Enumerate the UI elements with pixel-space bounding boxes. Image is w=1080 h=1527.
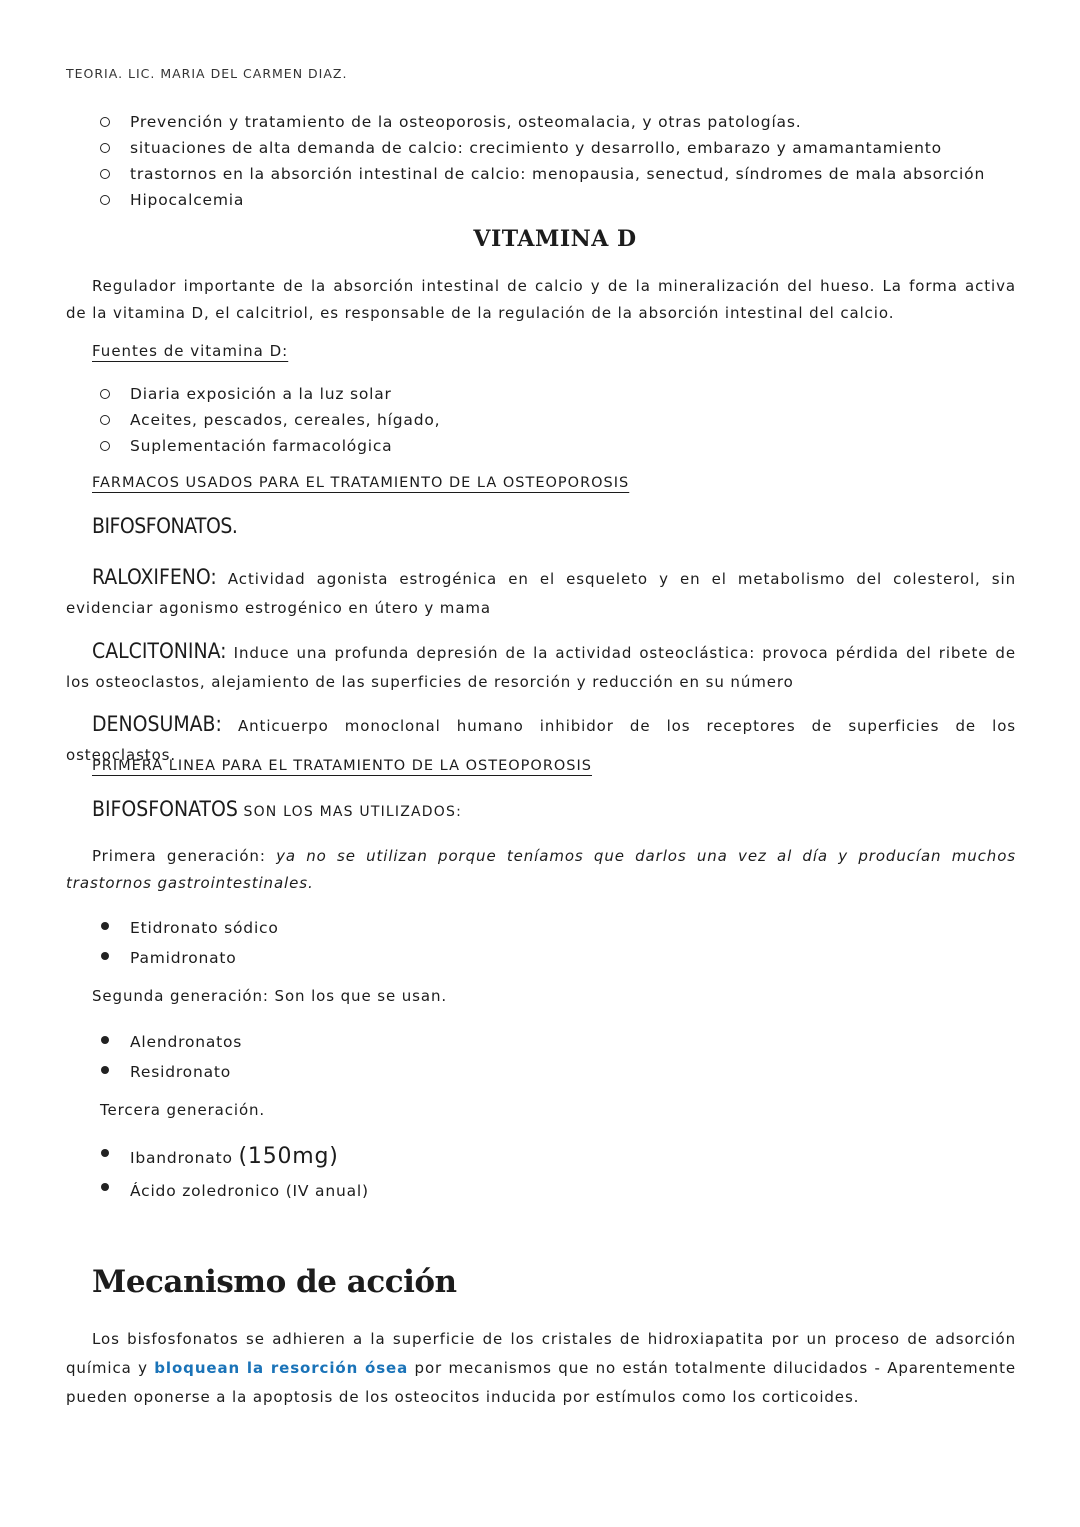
calcitonina-name: CALCITONINA: (92, 639, 227, 663)
list-item: Etidronato sódico (98, 913, 279, 943)
bifosfonatos-rest: SON LOS MAS UTILIZADOS: (243, 804, 463, 820)
raloxifeno-name: RALOXIFENO: (92, 565, 217, 589)
raloxifeno-paragraph (66, 563, 1016, 623)
gen3-item1-note: (150mg) (238, 1144, 339, 1169)
page-header: TEORIA. LIC. MARIA DEL CARMEN DIAZ. (66, 66, 348, 81)
primera-generacion-paragraph (66, 843, 1016, 897)
bifosfonatos-label: BIFOSFONATOS. (92, 514, 238, 538)
section-title-vitamina-d: VITAMINA D (473, 226, 637, 252)
denosumab-text: Anticuerpo monoclonal humano inhibidor de los receptores de superficies de los osteoclastos. (66, 717, 1016, 764)
gen1-label: Primera generación: (92, 847, 266, 865)
bifosfonatos-mas-utilizados (92, 797, 462, 821)
list-item: Residronato (98, 1057, 242, 1087)
gen1-text: ya no se utilizan porque teníamos que darlos una vez al día y producían muchos trastornos gastrointestinales. (66, 847, 1016, 892)
gen3-list (98, 1140, 369, 1208)
list-item: Prevención y tratamiento de la osteoporosis, osteomalacia, y otras patologías. (98, 109, 985, 135)
section-title-mecanismo: Mecanismo de acción (92, 1264, 457, 1300)
list-item (98, 1174, 369, 1208)
vitamina-d-paragraph: Regulador importante de la absorción intestinal de calcio y de la mineralización del hueso. La forma activa de la vitamina D, el calcitriol, es responsable de la regulación de la absorción intestinal del calcio. (66, 277, 1016, 322)
gen3-item2-note: (IV anual) (285, 1182, 369, 1200)
list-item: Diaria exposición a la luz solar (98, 381, 440, 407)
denosumab-name: DENOSUMAB: (92, 712, 222, 736)
list-item: trastornos en la absorción intestinal de calcio: menopausia, senectud, síndromes de mala absorción (98, 161, 985, 187)
primera-linea-heading: PRIMERA LINEA PARA EL TRATAMIENTO DE LA OSTEOPOROSIS (92, 758, 592, 774)
calcitonina-paragraph (66, 637, 1016, 697)
list-item: Aceites, pescados, cereales, hígado, (98, 407, 440, 433)
indications-list (98, 109, 985, 213)
bifosfonatos-name: BIFOSFONATOS (92, 797, 238, 821)
gen3-item1: Ibandronato (130, 1149, 233, 1167)
list-item: situaciones de alta demanda de calcio: crecimiento y desarrollo, embarazo y amamantamiento (98, 135, 985, 161)
list-item: Alendronatos (98, 1027, 242, 1057)
mecanismo-highlight: bloquean la resorción ósea (154, 1359, 409, 1377)
list-item: Hipocalcemia (98, 187, 985, 213)
list-item (98, 1140, 369, 1174)
gen3-label: Tercera generación. (100, 1101, 266, 1119)
mecanismo-text-before: Los bisfosfonatos se adhieren a la superficie de los cristales de hidroxiapatita por un proceso de adsorción química y (66, 1330, 1016, 1377)
farmacos-heading: FARMACOS USADOS PARA EL TRATAMIENTO DE LA OSTEOPOROSIS (92, 475, 630, 491)
mecanismo-text-after: por mecanismos que no están totalmente dilucidados - Aparentemente pueden oponerse a la apoptosis de los osteocitos inducida por estímulos como los corticoides. (66, 1359, 1017, 1406)
sources-heading: Fuentes de vitamina D: (92, 342, 289, 360)
list-item: Suplementación farmacológica (98, 433, 440, 459)
gen1-list (98, 913, 279, 973)
list-item: Pamidronato (98, 943, 279, 973)
vitamin-d-sources-list (98, 381, 440, 459)
gen2-label: Segunda generación: Son los que se usan. (92, 987, 448, 1005)
raloxifeno-text: Actividad agonista estrogénica en el esqueleto y en el metabolismo del colesterol, sin evidenciar agonismo estrogénico en útero y mama (66, 570, 1016, 617)
calcitonina-text: Induce una profunda depresión de la actividad osteoclástica: provoca pérdida del ribete de los osteoclastos, alejamiento de las superficies de resorción y reducción en su número (66, 644, 1016, 691)
gen2-list (98, 1027, 242, 1087)
gen3-item2: Ácido zoledronico (130, 1182, 280, 1200)
mecanismo-paragraph (66, 1325, 1016, 1412)
